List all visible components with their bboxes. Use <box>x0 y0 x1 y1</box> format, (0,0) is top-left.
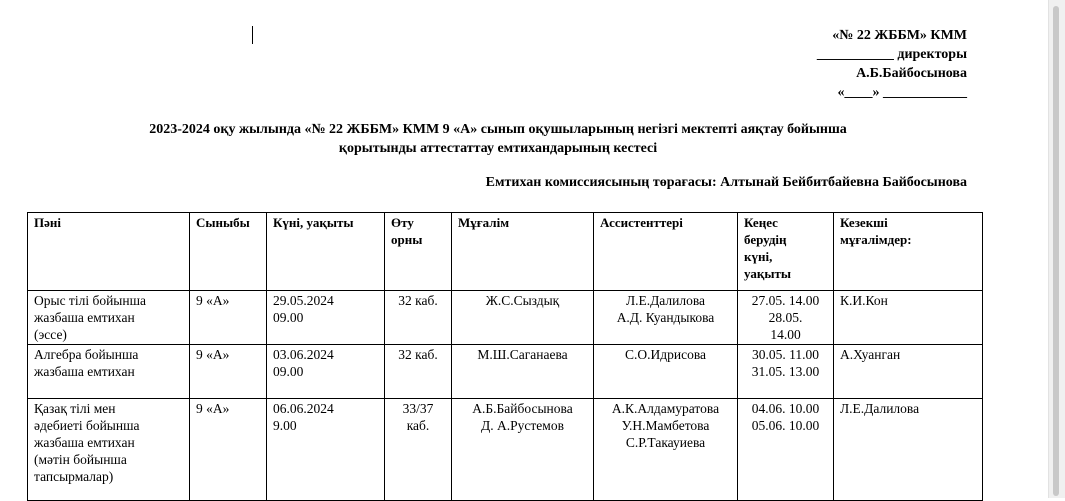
cell-duty: А.Хуанган <box>834 345 983 399</box>
document-title <box>60 120 936 158</box>
cell-class: 9 «А» <box>190 291 267 345</box>
cell-line: Ж.С.Сыздық <box>485 293 560 308</box>
table-row <box>28 399 983 501</box>
cell-line: 9.00 <box>273 418 297 433</box>
cell-subject <box>28 399 190 501</box>
header-place <box>385 213 452 291</box>
header-teacher: Мұғалім <box>452 213 594 291</box>
cell-line: Қазақ тілі мен <box>34 401 116 416</box>
cell-consult <box>738 291 834 345</box>
header-duty <box>834 213 983 291</box>
cell-class: 9 «А» <box>190 345 267 399</box>
approval-org: «№ 22 ЖББМ» КММ <box>832 28 967 43</box>
cell-subject <box>28 291 190 345</box>
cell-line: Д. А.Рустемов <box>481 418 564 433</box>
cell-line: У.Н.Мамбетова <box>621 418 710 433</box>
header-consult-line: күні, <box>744 249 773 264</box>
cell-line: (эссе) <box>34 327 67 342</box>
approval-director: ___________ директоры <box>816 47 967 62</box>
scrollbar-thumb[interactable] <box>1053 6 1059 496</box>
cell-line: А.К.Алдамуратова <box>611 401 720 416</box>
cell-line: әдебиеті бойынша <box>34 418 140 433</box>
cell-assistants <box>594 291 738 345</box>
cell-duty: Л.Е.Далилова <box>834 399 983 501</box>
cell-place <box>385 291 452 345</box>
approval-date: «____» ____________ <box>837 85 967 100</box>
cell-line: 31.05. 13.00 <box>751 364 820 379</box>
cell-line: С.О.Идрисова <box>624 347 707 362</box>
cell-line: 04.06. 10.00 <box>751 401 820 416</box>
table-row <box>28 291 983 345</box>
cell-line: жазбаша емтихан <box>34 364 135 379</box>
cell-class: 9 «А» <box>190 399 267 501</box>
cell-teacher <box>452 291 594 345</box>
cell-line: 05.06. 10.00 <box>751 418 820 433</box>
cell-line: М.Ш.Саганаева <box>477 347 568 362</box>
cell-teacher <box>452 399 594 501</box>
header-date: Күні, уақыты <box>267 213 385 291</box>
commission-chair: Емтихан комиссиясының төрағасы: Алтынай Бейбитбайевна Байбосынова <box>485 175 967 190</box>
cell-date <box>267 291 385 345</box>
cell-consult <box>738 345 834 399</box>
header-duty-line: мұғалімдер: <box>840 232 912 247</box>
cell-date <box>267 345 385 399</box>
approval-name: А.Б.Байбосынова <box>856 66 967 81</box>
cell-teacher <box>452 345 594 399</box>
cell-line: (мәтін бойынша <box>34 452 127 467</box>
cell-line: А.Д. Куандыкова <box>616 310 715 325</box>
cell-duty: К.И.Кон <box>834 291 983 345</box>
header-consult-line: Кеңес <box>744 215 778 230</box>
cell-line: 06.06.2024 <box>273 401 334 416</box>
cell-line: 32 каб. <box>398 293 438 308</box>
title-line-2: қорытынды аттестаттау емтихандарының кестесі <box>338 141 658 156</box>
cell-line: тапсырмалар) <box>34 469 114 484</box>
cell-subject <box>28 345 190 399</box>
title-line-1: 2023-2024 оқу жылында «№ 22 ЖББМ» КММ 9 «А» сынып оқушыларының негізгі мектепті аяқтау бойынша <box>149 122 847 137</box>
header-place-line: Өту <box>391 215 414 230</box>
header-assistants: Ассистенттері <box>594 213 738 291</box>
cell-line: Алгебра бойынша <box>34 347 139 362</box>
cell-line: С.Р.Такауиева <box>625 435 706 450</box>
cell-line: А.Б.Байбосынова <box>472 401 573 416</box>
cell-line: Орыс тілі бойынша <box>34 293 146 308</box>
cell-date <box>267 399 385 501</box>
header-place-line: орны <box>391 232 423 247</box>
cell-line: 29.05.2024 <box>273 293 334 308</box>
vertical-scrollbar[interactable] <box>1048 0 1065 498</box>
header-subject: Пәні <box>28 213 190 291</box>
cell-line: 30.05. 11.00 <box>752 347 819 362</box>
approval-block <box>817 26 967 102</box>
exam-schedule-table <box>27 212 983 501</box>
cell-line: 27.05. 14.00 <box>751 293 820 308</box>
cell-assistants <box>594 345 738 399</box>
table-row <box>28 345 983 399</box>
cell-line: жазбаша емтихан <box>34 435 135 450</box>
cell-assistants <box>594 399 738 501</box>
cell-line: 32 каб. <box>398 347 438 362</box>
header-class: Сыныбы <box>190 213 267 291</box>
header-consult-line: уақыты <box>744 266 792 281</box>
cell-place <box>385 399 452 501</box>
header-consult <box>738 213 834 291</box>
cell-line: 09.00 <box>273 364 304 379</box>
header-duty-line: Кезекші <box>840 215 888 230</box>
cell-line: 03.06.2024 <box>273 347 334 362</box>
cell-line: каб. <box>406 418 430 433</box>
cell-line: Л.Е.Далилова <box>625 293 706 308</box>
table-header-row <box>28 213 983 291</box>
cell-line: жазбаша емтихан <box>34 310 135 325</box>
text-cursor <box>252 26 253 44</box>
cell-place <box>385 345 452 399</box>
cell-line: 09.00 <box>273 310 304 325</box>
cell-line: 33/37 <box>402 401 434 416</box>
header-consult-line: берудің <box>744 232 787 247</box>
cell-line: 14.00 <box>770 327 801 342</box>
cell-line: 28.05. <box>768 310 803 325</box>
cell-consult <box>738 399 834 501</box>
